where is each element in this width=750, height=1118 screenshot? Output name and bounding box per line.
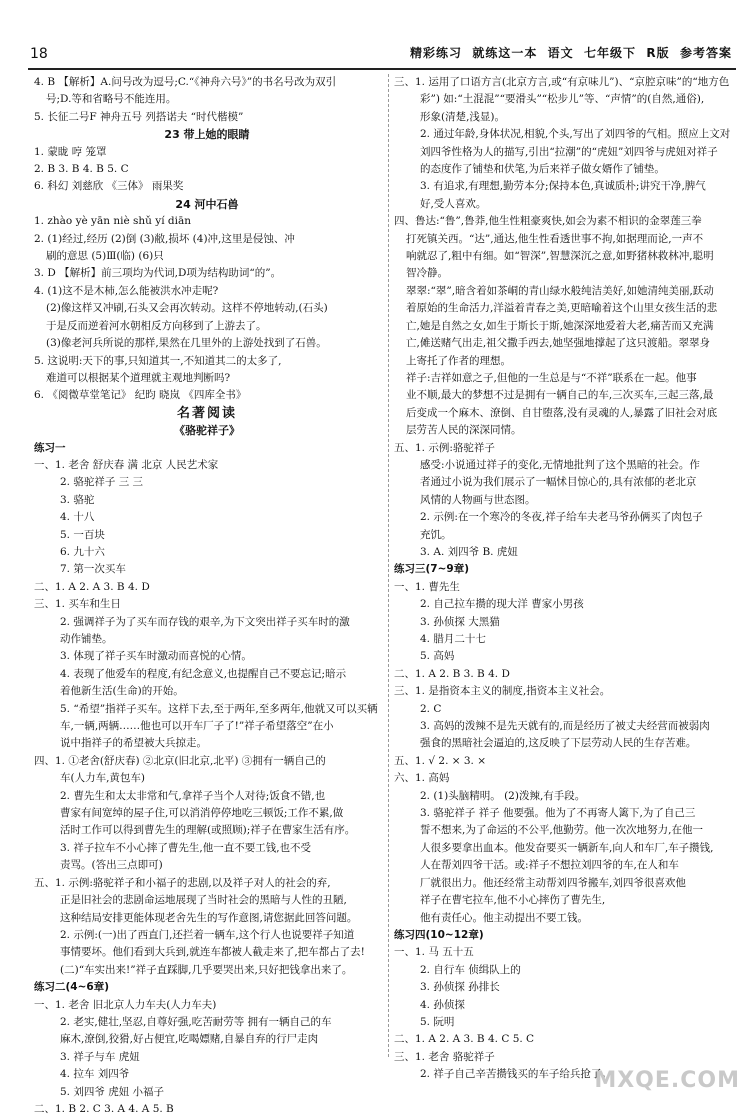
answer-line: 正是旧社会的悲剧命运地展现了当时社会的黑暗与人性的丑陋, <box>60 894 347 907</box>
answer-line: 7. 第一次买车 <box>60 563 126 576</box>
answer-line: 2. (1)经过,经历 (2)倒 (3)敝,损坏 (4)冲,这里是侵蚀、冲 <box>34 232 295 245</box>
answer-line: 四、1. ①老舍(舒庆春) ②北京(旧北京,北平) ③拥有一辆自己的 <box>34 754 326 767</box>
answer-line: 一、1. 老舍 旧北京人力车夫(人力车夫) <box>34 998 217 1011</box>
answer-line: 厂就很出力。他还经常主动帮刘四爷搬车,刘四爷很喜欢他 <box>420 876 686 889</box>
answer-line: 亡,她是自然之女,如生于斯长于斯,她深深地爱着大老,痛苦而又充满 <box>406 319 714 332</box>
answer-line: 3. 有追求,有理想,勤劳本分;保持本色,真诚质朴;讲究干净,脾气 <box>420 180 706 193</box>
answer-line: 祥子:吉祥如意之子,但他的一生总是与“不祥”联系在一起。他事 <box>406 371 697 384</box>
answer-line: 2. B 3. B 4. B 5. C <box>34 163 129 176</box>
answer-line: 层劳苦人民的深深同情。 <box>406 424 522 437</box>
answer-line: 翠翠:“翠”,暗含着如茶峒的青山绿水般纯洁美好,如她清纯美丽,跃动 <box>406 284 714 297</box>
right-column <box>394 74 732 1084</box>
answer-line: 3. A. 刘四爷 B. 虎妞 <box>420 545 518 558</box>
answer-line: 4. B 【解析】A.问号改为逗号;C.“《神舟六号》”的书名号改为双引 <box>34 76 337 88</box>
column-divider <box>388 74 389 1057</box>
answer-line: 一、1. 老舍 舒庆春 满 北京 人民艺术家 <box>34 458 219 471</box>
answer-line: 名著阅读 <box>176 405 237 421</box>
answer-line: 3. D 【解析】前三项均为代词,D项为结构助词“的”。 <box>34 267 282 280</box>
answer-line: 练习四(10~12章) <box>394 928 484 941</box>
answer-line: 誓不想来,为了命运的不公平,他勤劳。他一次次地努力,在他一 <box>420 824 704 837</box>
header-rule <box>28 68 736 70</box>
answer-line: 练习一 <box>34 441 66 454</box>
answer-line: 车,一辆,两辆……他也可以开车厂子了!”祥子希望落空”在小 <box>60 720 334 733</box>
answer-line: 3. 高妈的泼辣不是先天就有的,而是经历了被丈夫经营而被弱肉 <box>420 720 710 733</box>
answer-line: 风情的人物画与世态图。 <box>420 493 536 506</box>
answer-line: 4. 十八 <box>60 511 95 524</box>
answer-line: 23 带上她的眼睛 <box>164 128 250 142</box>
answer-line: 3. 体现了祥子买车时激动而喜悦的心情。 <box>60 650 252 663</box>
answer-line: 人很多要拿出血本。他发奋要买一辆新车,向人和车厂,车子攒钱, <box>420 841 714 854</box>
answer-line: 4. 拉车 刘四爷 <box>60 1068 130 1081</box>
answer-line: 五、1. √ 2. × 3. × <box>394 754 487 767</box>
answer-line: 于是反而逆着河水朝相反方向移到了上游去了。 <box>46 319 267 332</box>
answer-line: 4. 腊月二十七 <box>420 633 486 645</box>
answer-line: 练习三(7~9章) <box>394 563 470 576</box>
answer-line: 6. 科幻 刘慈欣 《三体》 雨果奖 <box>34 180 184 193</box>
answer-line: 2. 老实,健壮,坚忍,自尊好强,吃苦耐劳等 拥有一辆自己的车 <box>60 1015 332 1028</box>
answer-line: 的态度作了铺垫和伏笔,为后来祥子做女婿作了铺垫。 <box>420 163 665 176</box>
answer-line: 一、1. 曹先生 <box>394 580 460 593</box>
answer-line: 2. 自行车 侦缉队上的 <box>420 963 521 976</box>
answer-line: 3. 骆驼 <box>60 493 95 506</box>
answer-line: 二、1. B 2. C 3. A 4. A 5. B <box>34 1102 174 1115</box>
answer-line: 2. C <box>420 702 442 715</box>
watermark-logo: MXQE.COM <box>594 1068 740 1093</box>
answer-line: 车(人力车,黄包车) <box>60 772 146 785</box>
answer-line: 2. 祥子自己辛苦攒钱买的车子给兵抢了。 <box>420 1068 612 1081</box>
page-number: 18 <box>30 46 48 62</box>
answer-line: 事情要坏。他们看到大兵到,就连车都被人截走来了,把车都占了去! <box>60 946 365 959</box>
answer-line: 一、1. 马 五十五 <box>394 946 474 959</box>
answer-line: 彩”) 如:“土混混”“要滑头”“松步儿”等、“声情”的(自然,通俗), <box>420 93 705 106</box>
answer-line: 亡,傩送赌气出走,祖父撒手西去,她坚强地撑起了这只渡船。翠翠身 <box>406 337 711 350</box>
answer-line: 人在帮刘四爷干活。或:祥子不想拉刘四爷的车,在人和车 <box>420 859 679 872</box>
answer-line: 4. 表现了他爱车的程度,有纪念意义,也提醒自己不要忘记;暗示 <box>60 667 347 680</box>
answer-line: 曹家有间宽绰的屋子住,可以消消停停地吃三顿饭;工作不累,做 <box>60 807 344 820</box>
answer-line: 5. “希望”指祥子买车。这样下去,至于两年,至多两年,他就又可以买辆 <box>60 702 378 715</box>
answer-line: 他有责任心。他主动提出不要工钱。 <box>420 911 588 924</box>
answer-line: 祥子在曹宅拉车,他不小心摔伤了曹先生, <box>420 894 606 907</box>
header-title: 精彩练习 就练这一本 语文 七年级下 R版 参考答案 <box>409 46 732 60</box>
answer-line: 感受:小说通过祥子的变化,无情地批判了这个黑暗的社会。作 <box>420 458 700 471</box>
answer-line: 二、1. A 2. A 3. B 4. D <box>34 580 150 593</box>
answer-line: 着他新生活(生命)的开始。 <box>60 685 184 698</box>
answer-line: 着原始的生命活力,洋溢着青春之美,更暗喻着这个山里女孩生活的悲 <box>406 302 718 315</box>
answer-line: 5. 长征二号F 神舟五号 列搭诺夫 “时代楷模” <box>34 110 244 123</box>
answer-line: 责骂。(答出三点即可) <box>60 859 163 872</box>
answer-line: 智冷静。 <box>406 267 448 280</box>
answer-line: 三、1. 是指资本主义的制度,指资本主义社会。 <box>394 685 611 698</box>
answer-line: 业不顺,最大的梦想不过是拥有一辆自己的车,三次买车,三起三落,最 <box>406 389 714 402</box>
answer-line: 5. 刘四爷 虎妞 小福子 <box>60 1085 165 1098</box>
answer-line: 四、鲁达:“鲁”,鲁莽,他生性粗豪爽快,如会为素不相识的金翠莲三拳 <box>394 215 702 228</box>
answer-line: 二、1. A 2. A 3. B 4. C 5. C <box>394 1033 535 1046</box>
page-header <box>0 0 750 70</box>
answer-line: 者通过小说为我们展示了一幅怵目惊心的,具有浓郁的老北京 <box>420 476 697 489</box>
answer-line: 难道可以根据某个道理就主观地判断吗? <box>46 371 231 384</box>
answer-line: 3. 祥子与车 虎妞 <box>60 1050 140 1063</box>
answer-line: 1. zhào yè yān niè shǔ yí diān <box>34 215 191 228</box>
answer-line: 2. 强调祥子为了买车而存钱的艰辛,为下文突出祥子买车时的激 <box>60 615 350 628</box>
answer-line: 5. 高妈 <box>420 650 455 663</box>
answer-line: 1. 蒙眬 哼 笼罩 <box>34 145 107 158</box>
answer-line: 3. 祥子拉车不小心摔了曹先生,他一直不要工钱,也不受 <box>60 841 312 854</box>
answer-line: 动作铺垫。 <box>60 633 113 645</box>
answer-line: 2. (1)头脑精明。 (2)泼辣,有手段。 <box>420 789 586 802</box>
answer-line: 2. 示例:(一)出了西直门,还拦着一辆车,这个行人也说要祥子知道 <box>60 928 355 941</box>
answer-line: 2. 示例:在一个寒冷的冬夜,祥子给车夫老马爷孙俩买了肉包子 <box>420 511 703 524</box>
answer-line: 6. 《阅微草堂笔记》 纪昀 晓岚 《四库全书》 <box>34 389 247 402</box>
answer-line: 这种结局安排更能体现老舍先生的写作意图,请您据此回答问题。 <box>60 911 358 924</box>
left-column <box>34 74 380 1118</box>
answer-line: (2)像这样又冲刷,石头又会再次转动。这样不停地转动,(石头) <box>46 302 328 315</box>
answer-line: 《骆驼祥子》 <box>174 424 240 438</box>
answer-line: (3)像老河兵所说的那样,果然在几里外的上游处找到了石兽。 <box>46 337 327 350</box>
answer-line: 3. 孙侦探 大黑猫 <box>420 615 500 628</box>
answer-line: 后变成一个麻木、潦倒、自甘堕落,没有灵魂的人,暴露了旧社会对底 <box>406 406 718 419</box>
answer-line: 6. 九十六 <box>60 545 105 558</box>
answer-line: 24 河中石兽 <box>175 197 239 211</box>
answer-line: 刘四爷性格为人的描写,引出“拉潮”的“虎妞”刘四爷与虎妞对祥子 <box>420 145 718 158</box>
answer-line: 4. (1)这不是木杮,怎么能被洪水冲走呢? <box>34 284 219 297</box>
answer-line: 2. 通过年龄,身体状况,相貌,个头,写出了刘四爷的气相。照应上文对 <box>420 128 731 141</box>
answer-line: 号;D.等和省略号不能连用。 <box>46 93 177 106</box>
answer-line: 3. 孙侦探 孙排长 <box>420 981 500 994</box>
answer-line: 三、1. 运用了口语方言(北京方言,或“有京味儿”)、“京腔京味”的“地方色 <box>394 76 730 88</box>
answer-line: 刷的意思 (5)Ⅲ(临) (6)只 <box>46 250 164 263</box>
answer-line: 三、1. 买车和生日 <box>34 598 121 611</box>
answer-line: 4. 孙侦探 <box>420 998 465 1011</box>
answer-line: 说中指祥子的希望被大兵掠走。 <box>60 737 207 750</box>
answer-line: 2. 自己拉车攒的现大洋 曹家小男孩 <box>420 598 584 611</box>
answer-line: 5. 一百块 <box>60 528 105 541</box>
answer-line: 五、1. 示例:骆驼祥子和小福子的悲剧,以及祥子对人的社会的弃, <box>34 876 331 889</box>
answer-line: 2. 曹先生和太太非常和气,拿祥子当个人对待;饭食不错,也 <box>60 789 326 802</box>
answer-line: 活时工作可以得到曹先生的理解(或照顾);祥子在曹家生活有序。 <box>60 824 356 837</box>
answer-line: 强食的黑暗社会逼迫的,这反映了下层劳动人民的生存苦难。 <box>420 737 697 750</box>
answer-line: 2. 骆驼祥子 三 三 <box>60 476 144 489</box>
answer-line: 响就忍了,粗中有细。如“智深”,智慧深沉之意,如野猪林救林冲,聪明 <box>406 250 714 263</box>
answer-line: 5. 阮明 <box>420 1015 455 1028</box>
answer-line: 麻木,潦倒,狡猾,好占便宜,吃喝嫖赌,自暴自弃的行尸走肉 <box>60 1033 319 1046</box>
answer-line: 上寄托了作者的理想。 <box>406 354 511 367</box>
answer-line: 五、1. 示例:骆驼祥子 <box>394 441 495 454</box>
answer-line: 3. 骆驼祥子 祥子 他要强。他为了不再寄人篱下,为了自己三 <box>420 807 696 820</box>
answer-line: 二、1. A 2. B 3. B 4. D <box>394 667 510 680</box>
answer-line: 5. 这说明:天下的事,只知道其一,不知道其二的太多了, <box>34 354 282 367</box>
answer-line: 打死镇关西。“达”,通达,他生性看透世事不拘,如据理而论,一声不 <box>406 232 704 245</box>
answer-line: 三、1. 老舍 骆驼祥子 <box>394 1050 495 1063</box>
answer-line: (二)“车实出来!”祥子直踩脚,几乎要哭出来,只好把钱拿出来了。 <box>60 963 353 976</box>
answer-line: 形象(清楚,浅显)。 <box>420 110 506 123</box>
answer-line: 好,受人喜欢。 <box>420 197 487 210</box>
answer-line: 六、1. 高妈 <box>394 772 450 785</box>
answer-line: 练习二(4~6章) <box>34 981 110 994</box>
answer-line: 充饥。 <box>420 528 452 541</box>
